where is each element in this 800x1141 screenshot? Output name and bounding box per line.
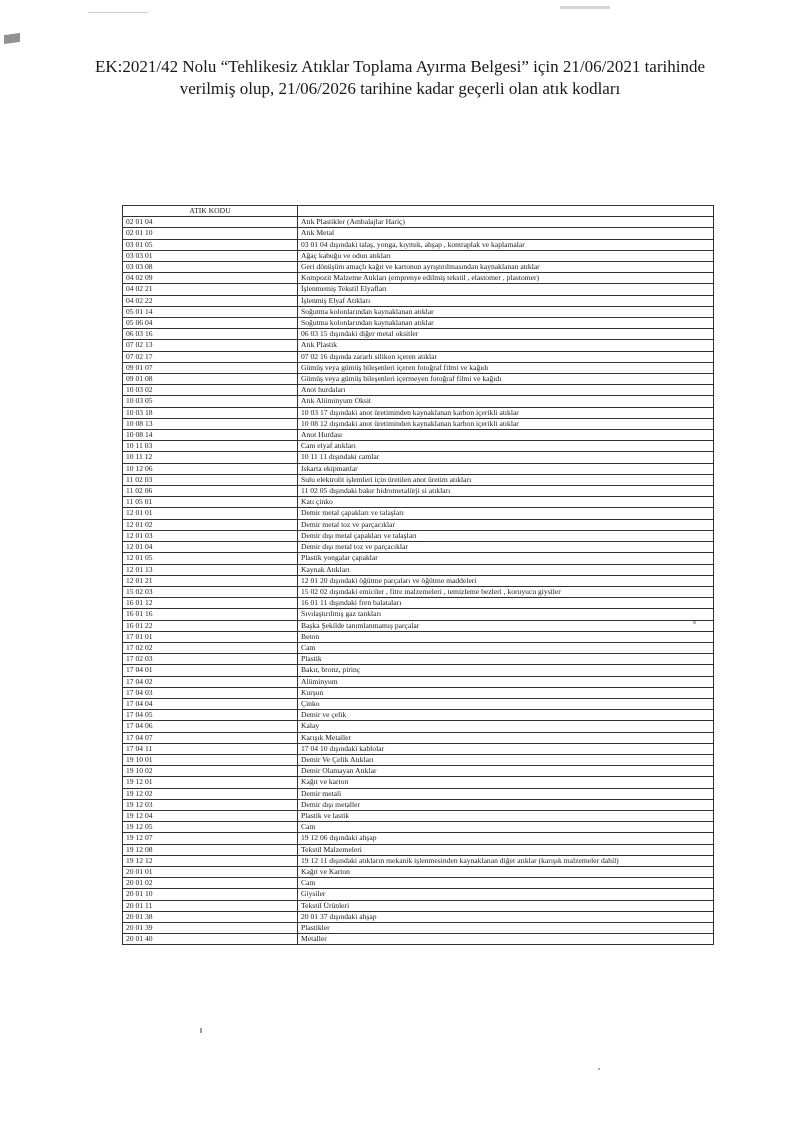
table-row [123,553,714,564]
waste-code-cell: 10 12 06 [123,463,298,474]
waste-code-cell: 10 08 14 [123,430,298,441]
waste-description-cell: Kalay [298,721,714,732]
table-row [123,799,714,810]
waste-code-cell: 17 04 07 [123,732,298,743]
header-line-2: verilmiş olup, 21/06/2026 tarihine kadar geçerli olan atık kodları [179,79,621,98]
waste-description-cell: Atık Metal [298,228,714,239]
table-row [123,262,714,273]
table-row [123,318,714,329]
waste-code-cell: 16 01 16 [123,609,298,620]
table-row [123,732,714,743]
waste-description-cell: Demir metal toz ve parçacıklar [298,519,714,530]
waste-description-cell: Geri dönüşüm amaçlı kağıt ve kartonun ayrıştırılmasından kaynaklanan atıklar [298,262,714,273]
waste-description-cell: 12 01 20 dışındaki öğütme parçaları ve öğütme maddeleri [298,575,714,586]
waste-code-cell: 20 01 40 [123,934,298,945]
waste-description-cell: Metaller [298,934,714,945]
waste-description-cell: 17 04 10 dışındaki kablolar [298,743,714,754]
waste-description-cell: Demir Olamayan Atıklar [298,766,714,777]
table-row [123,620,714,631]
waste-description-cell: 10 03 17 dışındaki anot üretiminden kaynaklanan karbon içerikli atıklar [298,407,714,418]
table-row [123,889,714,900]
table-row [123,374,714,385]
waste-code-cell: 19 12 07 [123,833,298,844]
waste-code-cell: 19 12 05 [123,822,298,833]
table-row [123,698,714,709]
waste-description-cell: Sıvılaştırılmış gaz tankları [298,609,714,620]
table-row [123,486,714,497]
waste-description-cell: Plastik [298,654,714,665]
table-row [123,766,714,777]
table-row [123,295,714,306]
table-row [123,239,714,250]
table-row [123,743,714,754]
table-row [123,676,714,687]
waste-code-cell: 19 12 01 [123,777,298,788]
table-row [123,407,714,418]
waste-code-cell: 03 03 08 [123,262,298,273]
table-row [123,878,714,889]
table-row [123,530,714,541]
table-row [123,250,714,261]
waste-description-cell: Başka Şekilde tanımlanmamış parçalar [298,620,714,631]
table-row [123,441,714,452]
waste-description-cell: 11 02 05 dışındaki bakır hidrometalürji si atıkları [298,486,714,497]
waste-code-cell: 04 02 22 [123,295,298,306]
waste-description-cell: 20 01 37 dışındaki ahşap [298,911,714,922]
waste-code-cell: 20 01 38 [123,911,298,922]
waste-code-cell: 16 01 22 [123,620,298,631]
waste-code-cell: 11 02 06 [123,486,298,497]
waste-description-cell: Atık Alüminyum Oksit [298,396,714,407]
table-row [123,710,714,721]
waste-description-cell: 19 12 11 dışındaki atıkların mekanik işlenmesinden kaynaklanan diğer atıklar (karışık malzemeler dahil) [298,855,714,866]
waste-description-cell: Cam [298,642,714,653]
table-row [123,519,714,530]
waste-description-cell: Demir Ve Çelik Atıkları [298,754,714,765]
waste-description-cell: Demir metal çapakları ve talaşları [298,508,714,519]
waste-code-cell: 11 05 01 [123,497,298,508]
waste-code-cell: 20 01 39 [123,923,298,934]
waste-description-cell: 10 11 11 dışındaki camlar [298,452,714,463]
table-row [123,508,714,519]
waste-description-cell: Demir ve çelik [298,710,714,721]
waste-description-cell: İşlenmemiş Tekstil Elyafları [298,284,714,295]
table-row [123,642,714,653]
waste-description-cell: Atık Plastik [298,340,714,351]
waste-code-cell: 10 11 03 [123,441,298,452]
waste-description-cell: 16 01 11 dışındaki fren balataları [298,598,714,609]
table-row [123,385,714,396]
waste-description-cell: Gümüş veya gümüş bileşenleri içeren fotoğraf filmi ve kağıdı [298,362,714,373]
waste-code-cell: 10 03 05 [123,396,298,407]
waste-description-cell: Demir metali [298,788,714,799]
table-row [123,474,714,485]
waste-description-cell: Plastikler [298,923,714,934]
waste-description-cell: Cam elyaf atıkları [298,441,714,452]
waste-code-cell: 19 12 12 [123,855,298,866]
waste-description-cell: Soğutma kolonlarından kaynaklanan atıklar [298,306,714,317]
table-row [123,418,714,429]
waste-code-cell: 04 02 21 [123,284,298,295]
table-row [123,217,714,228]
waste-description-cell: Giysiler [298,889,714,900]
table-row [123,564,714,575]
table-row [123,542,714,553]
waste-description-cell: Kurşun [298,687,714,698]
waste-code-cell: 12 01 01 [123,508,298,519]
table-row [123,866,714,877]
waste-code-cell: 17 04 11 [123,743,298,754]
table-row [123,306,714,317]
table-row [123,575,714,586]
header-line-1: EK:2021/42 Nolu “Tehlikesiz Atıklar Toplama Ayırma Belgesi” için 21/06/2021 tarihinde [95,57,705,76]
waste-code-cell: 10 08 13 [123,418,298,429]
table-row [123,497,714,508]
waste-code-cell: 12 01 04 [123,542,298,553]
waste-code-cell: 03 01 05 [123,239,298,250]
waste-description-cell: 19 12 06 dışındaki ahşap [298,833,714,844]
table-row [123,586,714,597]
waste-description-cell: İşlenmiş Elyaf Atıkları [298,295,714,306]
waste-description-cell: Ağaç kabuğu ve odun atıkları [298,250,714,261]
waste-description-cell: Soğutma kolonlarından kaynaklanan atıklar [298,318,714,329]
waste-code-cell: 20 01 11 [123,900,298,911]
waste-description-cell: Anot hurdaları [298,385,714,396]
table-row [123,598,714,609]
waste-code-cell: 17 04 02 [123,676,298,687]
waste-code-cell: 17 01 01 [123,631,298,642]
table-row [123,228,714,239]
waste-code-cell: 03 03 01 [123,250,298,261]
waste-code-cell: 10 03 02 [123,385,298,396]
waste-code-cell: 07 02 13 [123,340,298,351]
waste-description-cell: Beton [298,631,714,642]
table-header-row [123,206,714,217]
scan-artifact-speck [598,1068,600,1070]
column-header-code: ATIK KODU [123,206,298,217]
table-row [123,340,714,351]
scan-artifact-speck [200,1028,202,1033]
waste-code-cell: 04 02 09 [123,273,298,284]
waste-code-cell: 17 02 03 [123,654,298,665]
waste-description-cell: Kağıt ve Karton [298,866,714,877]
waste-description-cell: Katı çinko [298,497,714,508]
waste-code-cell: 10 11 12 [123,452,298,463]
table-row [123,923,714,934]
waste-description-cell: Gümüş veya gümüş bileşenleri içermeyen fotoğraf filmi ve kağıdı [298,374,714,385]
waste-code-cell: 09 01 08 [123,374,298,385]
waste-code-cell: 17 04 04 [123,698,298,709]
waste-description-cell: Cam [298,878,714,889]
waste-code-cell: 12 01 05 [123,553,298,564]
table-row [123,911,714,922]
waste-description-cell: Bakır, bronz, pirinç [298,665,714,676]
waste-code-cell: 07 02 17 [123,351,298,362]
waste-description-cell: Alüminyum [298,676,714,687]
waste-description-cell: Karışık Metaller [298,732,714,743]
waste-code-cell: 12 01 03 [123,530,298,541]
waste-codes-table [122,205,714,945]
table-row [123,430,714,441]
waste-code-cell: 19 12 02 [123,788,298,799]
waste-code-cell: 10 03 18 [123,407,298,418]
waste-description-cell: Iskarta ekipmanlar [298,463,714,474]
waste-code-cell: 12 01 13 [123,564,298,575]
waste-code-cell: 19 12 03 [123,799,298,810]
waste-code-cell: 19 10 02 [123,766,298,777]
table-row [123,463,714,474]
waste-code-cell: 20 01 02 [123,878,298,889]
table-row [123,934,714,945]
table-row [123,810,714,821]
waste-code-cell: 17 04 06 [123,721,298,732]
waste-code-cell: 11 02 03 [123,474,298,485]
waste-code-cell: 19 10 01 [123,754,298,765]
waste-code-cell: 17 04 01 [123,665,298,676]
waste-code-cell: 15 02 03 [123,586,298,597]
table-row [123,351,714,362]
waste-description-cell: Cam [298,822,714,833]
waste-description-cell: Demir dışı metal çapakları ve talaşları [298,530,714,541]
table-row [123,284,714,295]
scan-artifact-speck [560,6,610,9]
table-row [123,833,714,844]
waste-description-cell: Tekstil Ürünleri [298,900,714,911]
waste-description-cell: 07 02 16 dışında zararlı silikon içeren atıklar [298,351,714,362]
waste-code-cell: 06 03 16 [123,329,298,340]
table-row [123,788,714,799]
table-row [123,273,714,284]
waste-description-cell: Atık Plastikler (Ambalajlar Hariç) [298,217,714,228]
waste-code-cell: 12 01 02 [123,519,298,530]
table-row [123,855,714,866]
waste-description-cell: Tekstil Malzemeleri [298,844,714,855]
table-row [123,362,714,373]
waste-code-cell: 12 01 21 [123,575,298,586]
waste-description-cell: Demir dışı metaller [298,799,714,810]
table-row [123,754,714,765]
waste-description-cell: Plastik ve lastik [298,810,714,821]
waste-code-cell: 05 01 14 [123,306,298,317]
waste-description-cell: 10 08 12 dışındaki anot üretiminden kaynaklanan karbon içerikli atıklar [298,418,714,429]
table-row [123,822,714,833]
table-row [123,777,714,788]
waste-code-cell: 16 01 12 [123,598,298,609]
scan-artifact-speck [88,12,148,13]
waste-code-cell: 17 04 03 [123,687,298,698]
waste-description-cell: 06 03 15 dışındaki diğer metal oksitler [298,329,714,340]
table-row [123,631,714,642]
table-row [123,452,714,463]
waste-code-cell: 09 01 07 [123,362,298,373]
waste-description-cell: Kaynak Atıkları [298,564,714,575]
document-header [70,56,730,100]
waste-description-cell: Sulu elektrolit işlemleri için üretilen anot üretim atıkları [298,474,714,485]
table-row [123,654,714,665]
table-row [123,396,714,407]
table-body [123,217,714,945]
waste-code-cell: 05 06 04 [123,318,298,329]
waste-description-cell: Kağıt ve karton [298,777,714,788]
waste-description-cell: 03 01 04 dışındaki talaş, yonga, kıymık, ahşap , kontraplak ve kaplamalar [298,239,714,250]
waste-description-cell: Anot Hurdası [298,430,714,441]
waste-code-cell: 02 01 10 [123,228,298,239]
table-row [123,721,714,732]
waste-description-cell: Demir dışı metal toz ve parçacıklar [298,542,714,553]
waste-code-cell: 17 04 05 [123,710,298,721]
table-row [123,329,714,340]
waste-code-cell: 19 12 04 [123,810,298,821]
table-row [123,687,714,698]
scan-artifact-mark [4,33,20,44]
table-row [123,844,714,855]
table-row [123,900,714,911]
waste-description-cell: Plastik yongalar çapaklar [298,553,714,564]
table-row [123,665,714,676]
waste-description-cell: 15 02 02 dışındaki emiciler , fitre malzemeleri , temizleme bezleri , koruyucu giysiler [298,586,714,597]
waste-code-cell: 17 02 02 [123,642,298,653]
waste-code-cell: 20 01 01 [123,866,298,877]
waste-code-cell: 19 12 08 [123,844,298,855]
waste-description-cell: Kompozit Malzeme Atıkları (emprenye edilmiş tekstil , elastomer , plastomer) [298,273,714,284]
table-row [123,609,714,620]
column-header-description [298,206,714,217]
waste-code-cell: 20 01 10 [123,889,298,900]
waste-code-cell: 02 01 04 [123,217,298,228]
waste-description-cell: Çinko [298,698,714,709]
